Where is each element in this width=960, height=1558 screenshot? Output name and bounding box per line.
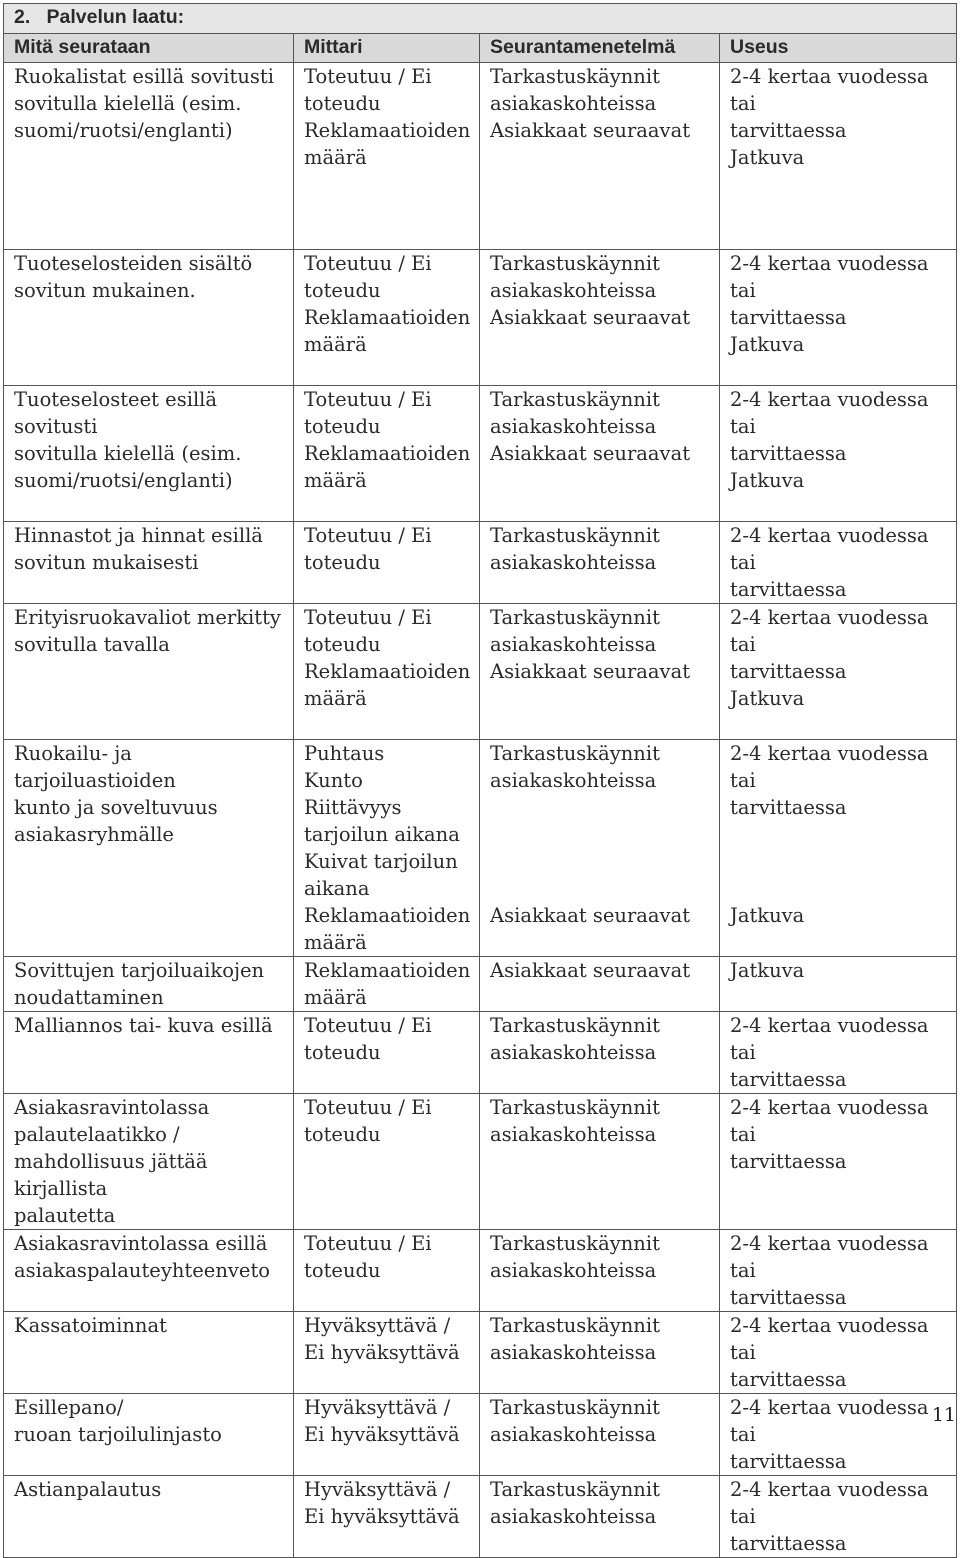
mittari-entry: [304, 304, 479, 358]
mittari-text: määrä: [304, 469, 367, 492]
mittari-entry: [304, 1394, 479, 1448]
mittari-cell: [294, 1012, 480, 1094]
useus-cell: [720, 63, 957, 250]
menetelma-text: Asiakkaat seuraavat: [490, 442, 691, 465]
menetelma-cell: [480, 250, 720, 386]
item-cell: [4, 522, 294, 604]
useus-cell: [720, 386, 957, 522]
table-row: [4, 250, 957, 386]
item-cell: [4, 740, 294, 957]
useus-text: tarvittaessa: [730, 442, 847, 465]
mittari-text: määrä: [304, 333, 367, 356]
quality-table: [3, 3, 957, 1558]
menetelma-text: asiakaskohteissa: [490, 279, 657, 302]
table-row: [4, 957, 957, 1012]
menetelma-entry: [490, 740, 719, 902]
item-label: ruoan tarjoilulinjasto: [14, 1423, 222, 1446]
menetelma-text: asiakaskohteissa: [490, 1123, 657, 1146]
table-row: [4, 740, 957, 957]
item-label: kunto ja soveltuvuus: [14, 796, 218, 819]
item-cell: [4, 957, 294, 1012]
useus-text: 2-4 kertaa vuodessa tai: [730, 252, 929, 302]
useus-entry: [730, 1230, 956, 1311]
menetelma-text: Asiakkaat seuraavat: [490, 904, 691, 927]
mittari-entry: [304, 386, 479, 440]
menetelma-text: asiakaskohteissa: [490, 1423, 657, 1446]
item-label: palautelaatikko /: [14, 1123, 180, 1146]
mittari-text: toteudu: [304, 551, 381, 574]
useus-text: Jatkuva: [730, 904, 805, 927]
item-label: sovitun mukaisesti: [14, 551, 199, 574]
menetelma-entry: [490, 604, 719, 658]
menetelma-cell: [480, 604, 720, 740]
mittari-entry: [304, 63, 479, 117]
menetelma-text: Tarkastuskäynnit: [490, 1014, 660, 1037]
item-label: suomi/ruotsi/englanti): [14, 469, 233, 492]
menetelma-entry: [490, 522, 719, 576]
menetelma-text: asiakaskohteissa: [490, 1505, 657, 1528]
mittari-cell: [294, 250, 480, 386]
mittari-text: toteudu: [304, 633, 381, 656]
menetelma-entry: [490, 386, 719, 440]
table-row: [4, 604, 957, 740]
menetelma-cell: [480, 957, 720, 1012]
item-cell: [4, 63, 294, 250]
useus-entry: [730, 604, 956, 685]
useus-text: tarvittaessa: [730, 306, 847, 329]
item-label: Tuoteselosteet esillä sovitusti: [14, 388, 218, 438]
mittari-text: Toteutuu / Ei: [304, 1014, 432, 1037]
menetelma-entry: [490, 250, 719, 304]
menetelma-text: Tarkastuskäynnit: [490, 1396, 660, 1419]
useus-text: 2-4 kertaa vuodessa tai: [730, 1396, 929, 1446]
mittari-cell: [294, 957, 480, 1012]
item-label: suomi/ruotsi/englanti): [14, 119, 233, 142]
item-cell: [4, 1094, 294, 1230]
mittari-cell: [294, 1230, 480, 1312]
menetelma-text: Tarkastuskäynnit: [490, 252, 660, 275]
useus-text: Jatkuva: [730, 333, 805, 356]
item-label: Erityisruokavaliot merkitty: [14, 606, 281, 629]
useus-text: tarvittaessa: [730, 578, 847, 601]
menetelma-entry: [490, 658, 719, 712]
mittari-text: Toteutuu / Ei: [304, 1232, 432, 1255]
menetelma-entry: [490, 1476, 719, 1530]
item-cell: [4, 386, 294, 522]
mittari-entry: [304, 902, 479, 956]
mittari-text: Ei hyväksyttävä: [304, 1423, 460, 1446]
table-row: [4, 522, 957, 604]
useus-entry: [730, 740, 956, 902]
mittari-text: Hyväksyttävä /: [304, 1396, 451, 1419]
mittari-entry: [304, 1312, 479, 1366]
menetelma-text: Tarkastuskäynnit: [490, 524, 660, 547]
mittari-text: Ei hyväksyttävä: [304, 1505, 460, 1528]
menetelma-cell: [480, 386, 720, 522]
menetelma-entry: [490, 902, 719, 956]
useus-entry: [730, 1476, 956, 1557]
item-label: sovitulla tavalla: [14, 633, 170, 656]
menetelma-entry: [490, 957, 719, 1011]
item-label: Asiakasravintolassa: [14, 1096, 210, 1119]
mittari-text: Reklamaatioiden: [304, 660, 471, 683]
table-row: [4, 63, 957, 250]
menetelma-entry: [490, 1312, 719, 1366]
mittari-text: toteudu: [304, 1259, 381, 1282]
useus-text: 2-4 kertaa vuodessa tai: [730, 65, 929, 115]
item-label: Sovittujen tarjoiluaikojen: [14, 959, 265, 982]
menetelma-text: Asiakkaat seuraavat: [490, 306, 691, 329]
useus-text: Jatkuva: [730, 146, 805, 169]
menetelma-entry: [490, 1012, 719, 1066]
mittari-entry: [304, 957, 479, 1011]
useus-text: 2-4 kertaa vuodessa tai: [730, 1232, 929, 1282]
mittari-text: määrä: [304, 687, 367, 710]
table-row: [4, 1230, 957, 1312]
mittari-entry: [304, 522, 479, 576]
menetelma-cell: [480, 1394, 720, 1476]
item-label: asiakasryhmälle: [14, 823, 174, 846]
table-body: [4, 4, 957, 1558]
useus-text: tarvittaessa: [730, 1368, 847, 1391]
useus-text: 2-4 kertaa vuodessa tai: [730, 742, 929, 792]
mittari-text: toteudu: [304, 415, 381, 438]
menetelma-text: Tarkastuskäynnit: [490, 65, 660, 88]
menetelma-cell: [480, 1476, 720, 1558]
mittari-entry: [304, 250, 479, 304]
mittari-entry: [304, 117, 479, 171]
useus-text: tarvittaessa: [730, 796, 847, 819]
item-label: sovitun mukainen.: [14, 279, 196, 302]
useus-text: 2-4 kertaa vuodessa tai: [730, 1096, 929, 1146]
useus-text: 2-4 kertaa vuodessa tai: [730, 524, 929, 574]
item-cell: [4, 1476, 294, 1558]
useus-cell: [720, 1230, 957, 1312]
table-row: [4, 1012, 957, 1094]
menetelma-text: Tarkastuskäynnit: [490, 1314, 660, 1337]
mittari-cell: [294, 1094, 480, 1230]
mittari-text: Reklamaatioiden: [304, 306, 471, 329]
useus-text: 2-4 kertaa vuodessa tai: [730, 388, 929, 438]
mittari-text: Toteutuu / Ei: [304, 524, 432, 547]
mittari-entry: [304, 1012, 479, 1066]
useus-cell: [720, 1476, 957, 1558]
useus-text: tarvittaessa: [730, 1150, 847, 1173]
item-label: Hinnastot ja hinnat esillä: [14, 524, 263, 547]
mittari-text: Toteutuu / Ei: [304, 1096, 432, 1119]
menetelma-cell: [480, 740, 720, 957]
menetelma-text: Tarkastuskäynnit: [490, 388, 660, 411]
mittari-text: Hyväksyttävä /: [304, 1314, 451, 1337]
item-label: Asiakasravintolassa esillä: [14, 1232, 268, 1255]
mittari-cell: [294, 1476, 480, 1558]
menetelma-text: asiakaskohteissa: [490, 415, 657, 438]
useus-cell: [720, 522, 957, 604]
menetelma-text: asiakaskohteissa: [490, 1341, 657, 1364]
menetelma-text: asiakaskohteissa: [490, 1041, 657, 1064]
menetelma-entry: [490, 117, 719, 171]
useus-entry: [730, 1012, 956, 1093]
mittari-text: Ei hyväksyttävä: [304, 1341, 460, 1364]
mittari-text: Reklamaatioiden: [304, 959, 471, 982]
item-cell: [4, 1312, 294, 1394]
item-label: Malliannos tai- kuva esillä: [14, 1014, 273, 1037]
menetelma-text: Tarkastuskäynnit: [490, 1478, 660, 1501]
useus-text: tarvittaessa: [730, 660, 847, 683]
useus-cell: [720, 1012, 957, 1094]
section-title: 2. Palvelun laatu:: [4, 4, 957, 34]
mittari-text: Toteutuu / Ei: [304, 252, 432, 275]
useus-text: tarvittaessa: [730, 1286, 847, 1309]
menetelma-text: Asiakkaat seuraavat: [490, 959, 691, 982]
mittari-cell: [294, 63, 480, 250]
useus-entry: [730, 1094, 956, 1175]
item-cell: [4, 604, 294, 740]
useus-entry: [730, 331, 956, 385]
useus-entry: [730, 467, 956, 521]
mittari-cell: [294, 1312, 480, 1394]
menetelma-text: asiakaskohteissa: [490, 633, 657, 656]
menetelma-text: asiakaskohteissa: [490, 551, 657, 574]
useus-text: 2-4 kertaa vuodessa tai: [730, 606, 929, 656]
useus-text: 2-4 kertaa vuodessa tai: [730, 1014, 929, 1064]
menetelma-cell: [480, 63, 720, 250]
useus-text: Jatkuva: [730, 687, 805, 710]
mittari-cell: [294, 740, 480, 957]
header-mittari: Mittari: [294, 34, 480, 63]
item-label: asiakaspalauteyhteenveto: [14, 1259, 271, 1282]
mittari-text: Kunto: [304, 769, 363, 792]
useus-cell: [720, 1094, 957, 1230]
menetelma-entry: [490, 440, 719, 494]
mittari-text: Reklamaatioiden: [304, 119, 471, 142]
item-label: noudattaminen: [14, 986, 164, 1009]
menetelma-text: Tarkastuskäynnit: [490, 1096, 660, 1119]
item-label: Ruokailu- ja tarjoiluastioiden: [14, 742, 176, 792]
menetelma-entry: [490, 1230, 719, 1284]
mittari-text: toteudu: [304, 92, 381, 115]
table-row: [4, 1476, 957, 1558]
mittari-text: Toteutuu / Ei: [304, 388, 432, 411]
table-row: [4, 1394, 957, 1476]
menetelma-cell: [480, 1230, 720, 1312]
item-cell: [4, 1394, 294, 1476]
useus-cell: [720, 740, 957, 957]
mittari-text: toteudu: [304, 1041, 381, 1064]
menetelma-entry: [490, 1094, 719, 1148]
useus-cell: [720, 604, 957, 740]
item-label: Astianpalautus: [14, 1478, 162, 1501]
mittari-text: määrä: [304, 146, 367, 169]
useus-text: Jatkuva: [730, 469, 805, 492]
useus-text: tarvittaessa: [730, 1068, 847, 1091]
menetelma-text: Tarkastuskäynnit: [490, 1232, 660, 1255]
item-label: sovitulla kielellä (esim.: [14, 442, 242, 465]
mittari-text: Puhtaus: [304, 742, 385, 765]
item-label: Tuoteselosteiden sisältö: [14, 252, 253, 275]
useus-text: 2-4 kertaa vuodessa tai: [730, 1478, 929, 1528]
header-row: [4, 34, 957, 63]
item-label: mahdollisuus jättää kirjallista: [14, 1150, 208, 1200]
item-label: palautetta: [14, 1204, 116, 1227]
menetelma-entry: [490, 1394, 719, 1448]
item-cell: [4, 1230, 294, 1312]
useus-text: Jatkuva: [730, 959, 805, 982]
item-cell: [4, 1012, 294, 1094]
mittari-entry: [304, 1230, 479, 1284]
item-label: Ruokalistat esillä sovitusti: [14, 65, 274, 88]
mittari-text: Riittävyys: [304, 796, 402, 819]
menetelma-text: asiakaskohteissa: [490, 92, 657, 115]
item-label: Kassatoiminnat: [14, 1314, 167, 1337]
page-number: 11: [931, 1404, 956, 1426]
mittari-cell: [294, 522, 480, 604]
header-mita-seurataan: Mitä seurataan: [4, 34, 294, 63]
menetelma-text: Asiakkaat seuraavat: [490, 119, 691, 142]
menetelma-text: asiakaskohteissa: [490, 1259, 657, 1282]
useus-entry: [730, 63, 956, 144]
useus-entry: [730, 250, 956, 331]
useus-cell: [720, 957, 957, 1012]
mittari-entry: [304, 604, 479, 658]
item-cell: [4, 250, 294, 386]
header-seurantamenetelma: Seurantamenetelmä: [480, 34, 720, 63]
useus-text: tarvittaessa: [730, 1532, 847, 1555]
menetelma-text: Tarkastuskäynnit: [490, 606, 660, 629]
menetelma-cell: [480, 1094, 720, 1230]
table-row: [4, 386, 957, 522]
mittari-text: aikana: [304, 877, 370, 900]
section-row: [4, 4, 957, 34]
useus-entry: [730, 144, 956, 198]
menetelma-cell: [480, 1012, 720, 1094]
mittari-text: Toteutuu / Ei: [304, 606, 432, 629]
mittari-text: tarjoilun aikana: [304, 823, 460, 846]
useus-cell: [720, 250, 957, 386]
useus-text: 2-4 kertaa vuodessa tai: [730, 1314, 929, 1364]
menetelma-text: asiakaskohteissa: [490, 769, 657, 792]
mittari-cell: [294, 1394, 480, 1476]
mittari-text: määrä: [304, 986, 367, 1009]
menetelma-cell: [480, 522, 720, 604]
table-row: [4, 1312, 957, 1394]
table-row: [4, 1094, 957, 1230]
menetelma-text: Asiakkaat seuraavat: [490, 660, 691, 683]
mittari-cell: [294, 604, 480, 740]
menetelma-cell: [480, 1312, 720, 1394]
mittari-text: Hyväksyttävä /: [304, 1478, 451, 1501]
useus-entry: [730, 1312, 956, 1393]
useus-entry: [730, 902, 956, 956]
useus-entry: [730, 957, 956, 1011]
header-useus: Useus: [720, 34, 957, 63]
useus-entry: [730, 685, 956, 739]
mittari-text: määrä: [304, 931, 367, 954]
useus-entry: [730, 386, 956, 467]
mittari-text: Toteutuu / Ei: [304, 65, 432, 88]
menetelma-entry: [490, 304, 719, 358]
mittari-text: toteudu: [304, 1123, 381, 1146]
mittari-entry: [304, 658, 479, 712]
item-label: Esillepano/: [14, 1396, 124, 1419]
useus-entry: [730, 1394, 956, 1475]
mittari-text: Reklamaatioiden: [304, 442, 471, 465]
mittari-text: toteudu: [304, 279, 381, 302]
menetelma-entry: [490, 63, 719, 117]
mittari-text: Reklamaatioiden: [304, 904, 471, 927]
mittari-entry: [304, 440, 479, 494]
mittari-text: Kuivat tarjoilun: [304, 850, 458, 873]
useus-cell: [720, 1394, 957, 1476]
useus-text: tarvittaessa: [730, 1450, 847, 1473]
item-label: sovitulla kielellä (esim.: [14, 92, 242, 115]
mittari-entry: [304, 1476, 479, 1530]
mittari-entry: [304, 1094, 479, 1148]
useus-entry: [730, 522, 956, 603]
useus-text: tarvittaessa: [730, 119, 847, 142]
menetelma-text: Tarkastuskäynnit: [490, 742, 660, 765]
mittari-cell: [294, 386, 480, 522]
mittari-entry: [304, 740, 479, 902]
useus-cell: [720, 1312, 957, 1394]
